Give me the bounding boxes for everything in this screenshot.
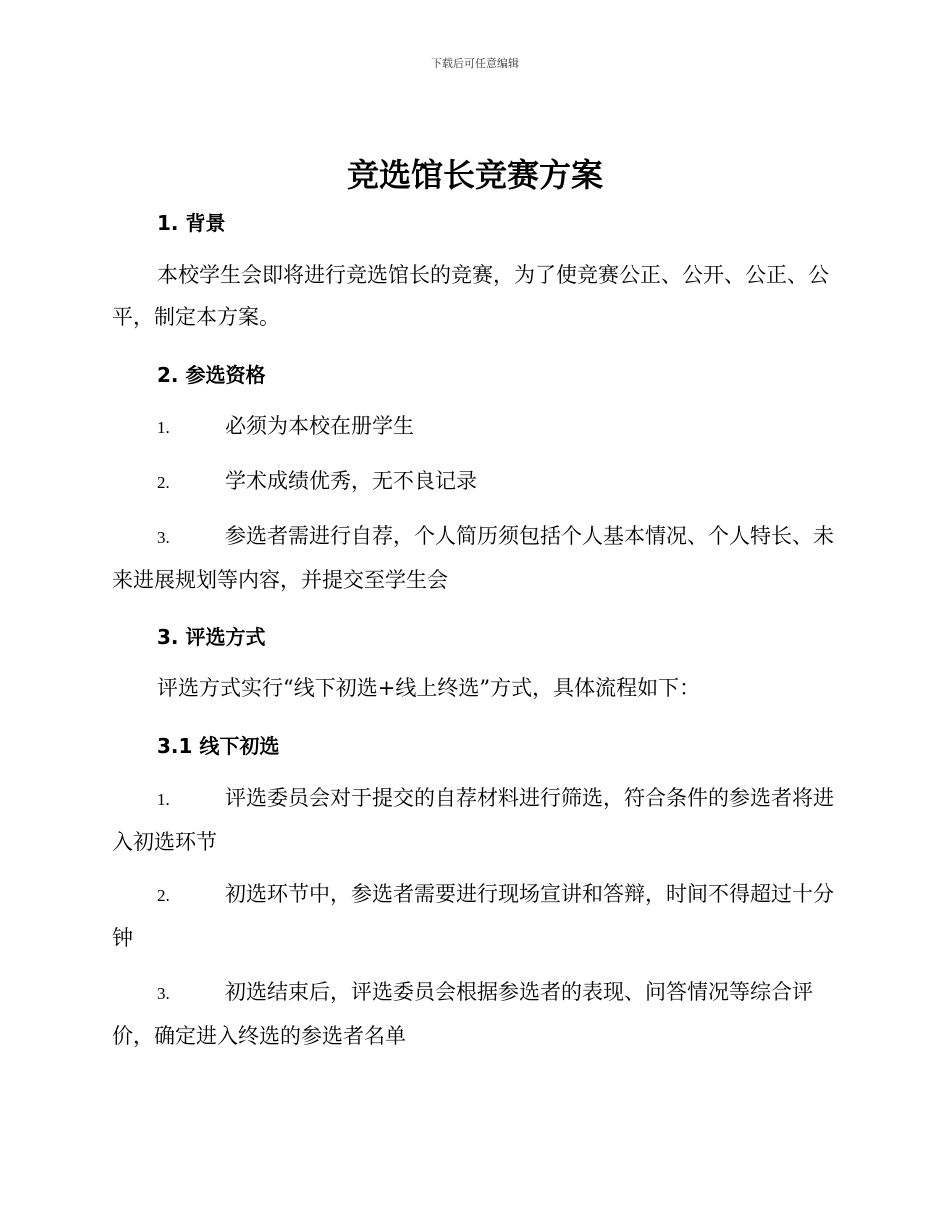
list-item: [112, 777, 837, 863]
header-note: 下载后可任意编辑: [431, 57, 519, 70]
list-item-text: 初选结束后，评选委员会根据参选者的表现、问答情况等综合评价，确定进入终选的参选者名单: [112, 980, 813, 1048]
section-heading-background: 1. 背景: [157, 211, 226, 235]
list-item: [112, 405, 837, 449]
list-item-number: 3.: [157, 984, 170, 1003]
section-heading-eligibility: 2. 参选资格: [157, 363, 266, 387]
list-item-text: 必须为本校在册学生: [225, 414, 414, 438]
page-title: 竞选馆长竞赛方案: [346, 156, 603, 194]
list-item-text: 学术成绩优秀，无不良记录: [225, 469, 477, 493]
section-heading-method: 3. 评选方式: [157, 625, 266, 649]
list-item: [112, 971, 837, 1057]
list-item-text: 初选环节中，参选者需要进行现场宣讲和答辩，时间不得超过十分钟: [112, 882, 834, 950]
list-item-number: 2.: [157, 886, 170, 905]
list-item-number: 1.: [157, 790, 170, 809]
list-item-number: 2.: [157, 473, 170, 492]
background-paragraph: 本校学生会即将进行竞选馆长的竞赛，为了使竞赛公正、公开、公正、公平，制定本方案。: [112, 263, 829, 329]
list-item-text: 评选委员会对于提交的自荐材料进行筛选，符合条件的参选者将进入初选环节: [112, 786, 834, 854]
section-heading-offline: 3.1 线下初选: [157, 734, 280, 758]
method-paragraph: 评选方式实行“线下初选+线上终选”方式，具体流程如下：: [157, 676, 701, 700]
list-item-number: 3.: [157, 528, 170, 547]
list-item-number: 1.: [157, 418, 170, 437]
list-item-text: 参选者需进行自荐，个人简历须包括个人基本情况、个人特长、未来进展规划等内容，并提交至学生会: [112, 524, 834, 592]
list-item: [112, 460, 837, 504]
list-item: [112, 515, 837, 601]
list-item: [112, 873, 837, 959]
